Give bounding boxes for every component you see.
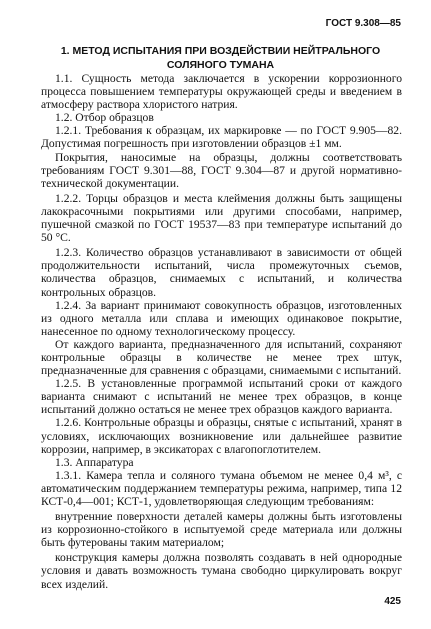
- section-title: 1. МЕТОД ИСПЫТАНИЯ ПРИ ВОЗДЕЙСТВИИ НЕЙТРАЛЬНОГО СОЛЯНОГО ТУМАНА: [60, 45, 381, 71]
- paragraph-1-2-4: 1.2.4. За вариант принимают совокупность образцов, изготовленных из одного металла или сплава и имеющих одинаковое покрытие, нанесенное по одному технологическому процессу.: [41, 298, 402, 338]
- paragraph-chamber-design: конструкция камеры должна позволять создавать в ней однородные условия и давать возможность тумана свободно циркулировать вокруг всех изделий.: [41, 551, 402, 591]
- paragraph-1-2-2: 1.2.2. Торцы образцов и места клеймения должны быть защищены лакокрасочными покрытиями или другими способами, например, пушечной смазкой по ГОСТ 19537—83 при температуре испытаний до 50 °С.: [41, 191, 402, 245]
- subsection-1-3: 1.3. Аппаратура: [55, 455, 134, 469]
- paragraph-1-3-1: 1.3.1. Камера тепла и соляного тумана объемом не менее 0,4 м³, с автоматическим поддержанием температуры режима, например, типа 12 КСТ-0,4—001; КСТ-1, удовлетворяющая следующим требованиям:: [41, 468, 402, 508]
- paragraph-1-2-3: 1.2.3. Количество образцов устанавливают в зависимости от общей продолжительности испытаний, числа промежуточных съемов, количества образцов, снимаемых с испытаний, и количества контрольных образцов.: [41, 246, 402, 299]
- document-body: [41, 72, 402, 591]
- paragraph-coatings: Покрытия, наносимые на образцы, должны соответствовать требованиям ГОСТ 9.301—88, ГОСТ 9.304—87 и другой нормативно-технической документации.: [41, 150, 402, 190]
- paragraph-1-2-6: 1.2.6. Контрольные образцы и образцы, снятые с испытаний, хранят в условиях, исключающих возникновение или дальнейшее развитие коррозии, например, в эксикаторах с влагопоглотителем.: [41, 416, 402, 456]
- paragraph-1-2-5: 1.2.5. В установленные программой испытаний сроки от каждого варианта снимают с испытаний не менее трех образцов, в конце испытаний должно остаться не менее трех образцов каждого варианта.: [41, 377, 402, 417]
- standard-code: ГОСТ 9.308—85: [325, 18, 401, 29]
- paragraph-1-1: 1.1. Сущность метода заключается в ускорении коррозионного процесса повышением температуры окружающей среды и введением в атмосферу раствора хлористого натрия.: [41, 72, 402, 112]
- paragraph-inner-surfaces: внутренние поверхности деталей камеры должны быть изготовлены из коррозионно-стойкого в испытуемой среде материала или должны быть футерованы таким материалом;: [41, 510, 402, 550]
- page-number: 425: [384, 596, 401, 607]
- paragraph-control-samples: От каждого варианта, предназначенного для испытаний, сохраняют контрольные образцы в количестве не менее трех штук, предназначенные для сравнения с образцами, снимаемыми с испытаний.: [41, 337, 402, 378]
- paragraph-1-2-1: 1.2.1. Требования к образцам, их маркировке — по ГОСТ 9.905—82. Допустимая погрешность при изготовлении образцов ±1 мм.: [41, 124, 402, 151]
- subsection-1-2: 1.2. Отбор образцов: [55, 111, 154, 125]
